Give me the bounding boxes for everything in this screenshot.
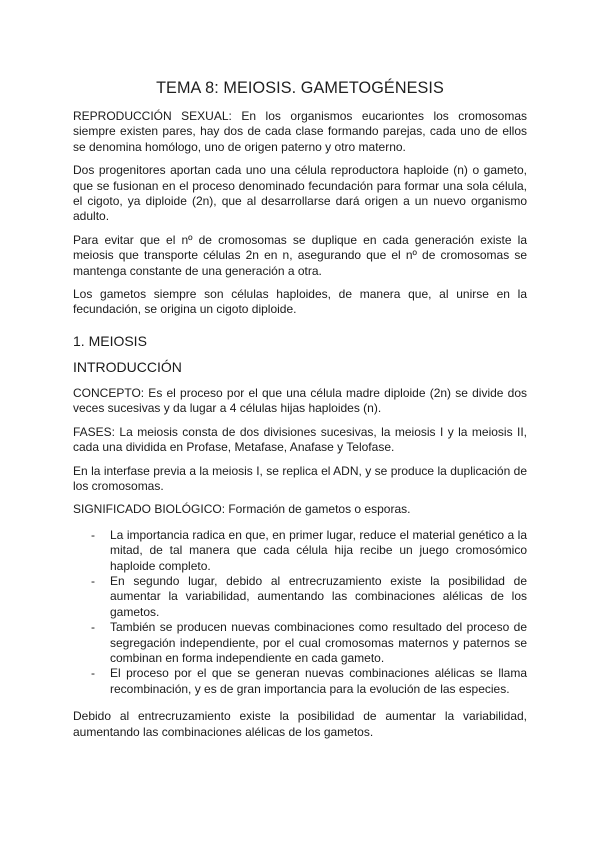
page-title: TEMA 8: MEIOSIS. GAMETOGÉNESIS [156,79,444,97]
bullet-list [73,528,527,697]
paragraph-significado-biologico: SIGNIFICADO BIOLÓGICO: Formación de gametos o esporas. [73,502,411,517]
paragraph-reproduccion-sexual: REPRODUCCIÓN SEXUAL: En los organismos eucariontes los cromosomas siempre existen pares, hay dos de cada clase formando parejas, cada uno de ellos se denomina homólogo, uno de origen paterno y otro materno. [73,109,527,154]
paragraph-closing: Debido al entrecruzamiento existe la posibilidad de aumentar la variabilidad, aumentando las combinaciones alélicas de los gametos. [73,709,527,739]
list-item: - La importancia radica en que, en primer lugar, reduce el material genético a la mitad, de tal manera que cada célula hija recibe un juego cromosómico haploide completo. [91,528,527,574]
paragraph-progenitores: Dos progenitores aportan cada uno una célula reproductora haploide (n) o gameto, que se fusionan en el proceso denominado fecundación para formar una sola célula, el cigoto, ya diploide (2n), que al desarrollarse dará origen a un nuevo organismo adulto. [73,163,527,224]
list-item: - En segundo lugar, debido al entrecruzamiento existe la posibilidad de aumentar la variabilidad, aumentando las combinaciones alélicas de los gametos. [91,574,527,620]
paragraph-gametos-haploides: Los gametos siempre son células haploides, de manera que, al unirse en la fecundación, se origina un cigoto diploide. [73,287,527,317]
paragraph-fases: FASES: La meiosis consta de dos divisiones sucesivas, la meiosis I y la meiosis II, cada una dividida en Profase, Metafase, Anafase y Telofase. [73,424,527,455]
paragraph-interfase: En la interfase previa a la meiosis I, se replica el ADN, y se produce la duplicación de los cromosomas. [73,463,527,493]
list-item: - El proceso por el que se generan nuevas combinaciones alélicas se llama recombinación, y es de gran importancia para la evolución de las especies. [91,666,527,697]
paragraph-evitar-duplicacion: Para evitar que el nº de cromosomas se duplique en cada generación existe la meiosis que transporte células 2n en n, asegurando que el nº de cromosomas se mantenga constante de una generación a otra. [73,232,527,278]
subsection-heading-introduccion: INTRODUCCIÓN [73,358,182,375]
list-item: - También se producen nuevas combinaciones como resultado del proceso de segregación independiente, por el cual cromosomas maternos y paternos se combinan en forma independiente en cada gameto. [91,620,527,666]
section-heading-meiosis: 1. MEIOSIS [73,332,147,349]
paragraph-concepto: CONCEPTO: Es el proceso por el que una célula madre diploide (2n) se divide dos veces sucesivas y da lugar a 4 células hijas haploides (n). [73,385,527,416]
